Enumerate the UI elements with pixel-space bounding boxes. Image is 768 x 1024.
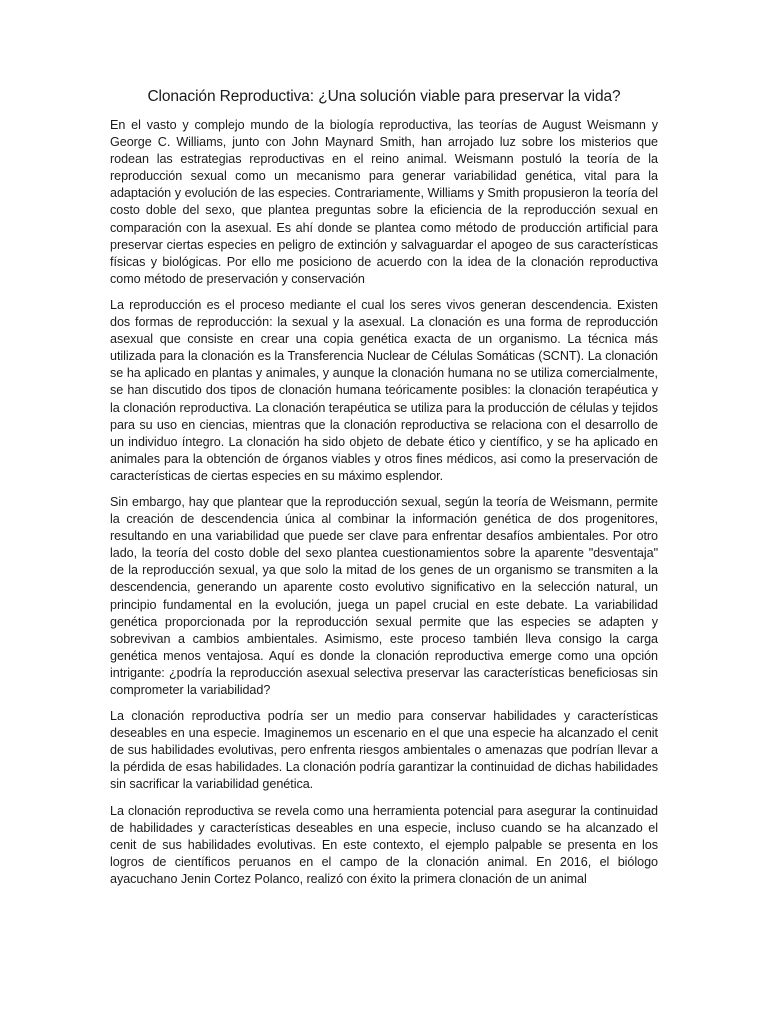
- paragraph-intro: En el vasto y complejo mundo de la biología reproductiva, las teorías de August Weismann y George C. Williams, junto con John Maynard Smith, han arrojado luz sobre los misterios que rodean las estrategias reproductivas en el reino animal. Weismann postuló la teoría de la reproducción sexual como un mecanismo para generar variabilidad genética, vital para la adaptación y evolución de las especies. Contrariamente, Williams y Smith propusieron la teoría del costo doble del sexo, que plantea preguntas sobre la eficiencia de la reproducción sexual en comparación con la asexual. Es ahí donde se plantea como método de producción artificial para preservar ciertas especies en peligro de extinción y salvaguardar el apogeo de sus características físicas y biológicas. Por ello me posiciono de acuerdo con la idea de la clonación reproductiva como método de preservación y conservación: [110, 118, 658, 286]
- document-page: [110, 86, 658, 897]
- paragraph-weismann: Sin embargo, hay que plantear que la reproducción sexual, según la teoría de Weismann, permite la creación de descendencia única al combinar la información genética de dos progenitores, resultando en una variabilidad que puede ser clave para enfrentar desafíos ambientales. Por otro lado, la teoría del costo doble del sexo plantea cuestionamientos sobre la aparente "desventaja" de la reproducción sexual, ya que solo la mitad de los genes de un organismo se transmiten a la descendencia, generando un aparente costo evolutivo significativo en la selección natural, un principio fundamental en la evolución, juega un papel crucial en este debate. La variabilidad genética proporcionada por la reproducción sexual permite que las especies se adapten y sobrevivan a cambios ambientales. Asimismo, este proceso también lleva consigo la carga genética menos ventajosa. Aquí es donde la clonación reproductiva emerge como una opción intrigante: ¿podría la reproducción asexual selectiva preservar las características beneficiosas sin comprometer la variabilidad?: [110, 494, 658, 697]
- paragraph-abilities: La clonación reproductiva podría ser un medio para conservar habilidades y características deseables en una especie. Imaginemos un escenario en el que una especie ha alcanzado el cenit de sus habilidades evolutivas, pero enfrenta riesgos ambientales o amenazas que podrían llevar a la pérdida de esas habilidades. La clonación podría garantizar la continuidad de dichas habilidades sin sacrificar la variabilidad genética.: [110, 709, 658, 792]
- paragraph-reproduction: La reproducción es el proceso mediante el cual los seres vivos generan descendencia. Existen dos formas de reproducción: la sexual y la asexual. La clonación es una forma de reproducción asexual que consiste en crear una copia genética exacta de un organismo. La técnica más utilizada para la clonación es la Transferencia Nuclear de Células Somáticas (SCNT). La clonación se ha aplicado en plantas y animales, y aunque la clonación humana no se utiliza comercialmente, se han discutido dos tipos de clonación humana teóricamente posibles: la clonación terapéutica y la clonación reproductiva. La clonación terapéutica se utiliza para la producción de células y tejidos para su uso en ciencias, mientras que la clonación reproductiva se relaciona con el desarrollo de un individuo íntegro. La clonación ha sido objeto de debate ético y científico, y se ha aplicado en animales para la obtención de órganos viables y otros fines médicos, asi como la preservación de características de ciertas especies en su máximo esplendor.: [110, 297, 658, 483]
- document-title: Clonación Reproductiva: ¿Una solución viable para preservar la vida?: [147, 88, 621, 105]
- paragraph-peru-example: La clonación reproductiva se revela como una herramienta potencial para asegurar la continuidad de habilidades y características deseables en una especie, incluso cuando se ha alcanzado el cenit de sus habilidades evolutivas. En este contexto, el ejemplo palpable se presenta en los logros de científicos peruanos en el campo de la clonación animal. En 2016, el biólogo ayacuchano Jenin Cortez Polanco, realizó con éxito la primera clonación de un animal: [110, 803, 658, 886]
